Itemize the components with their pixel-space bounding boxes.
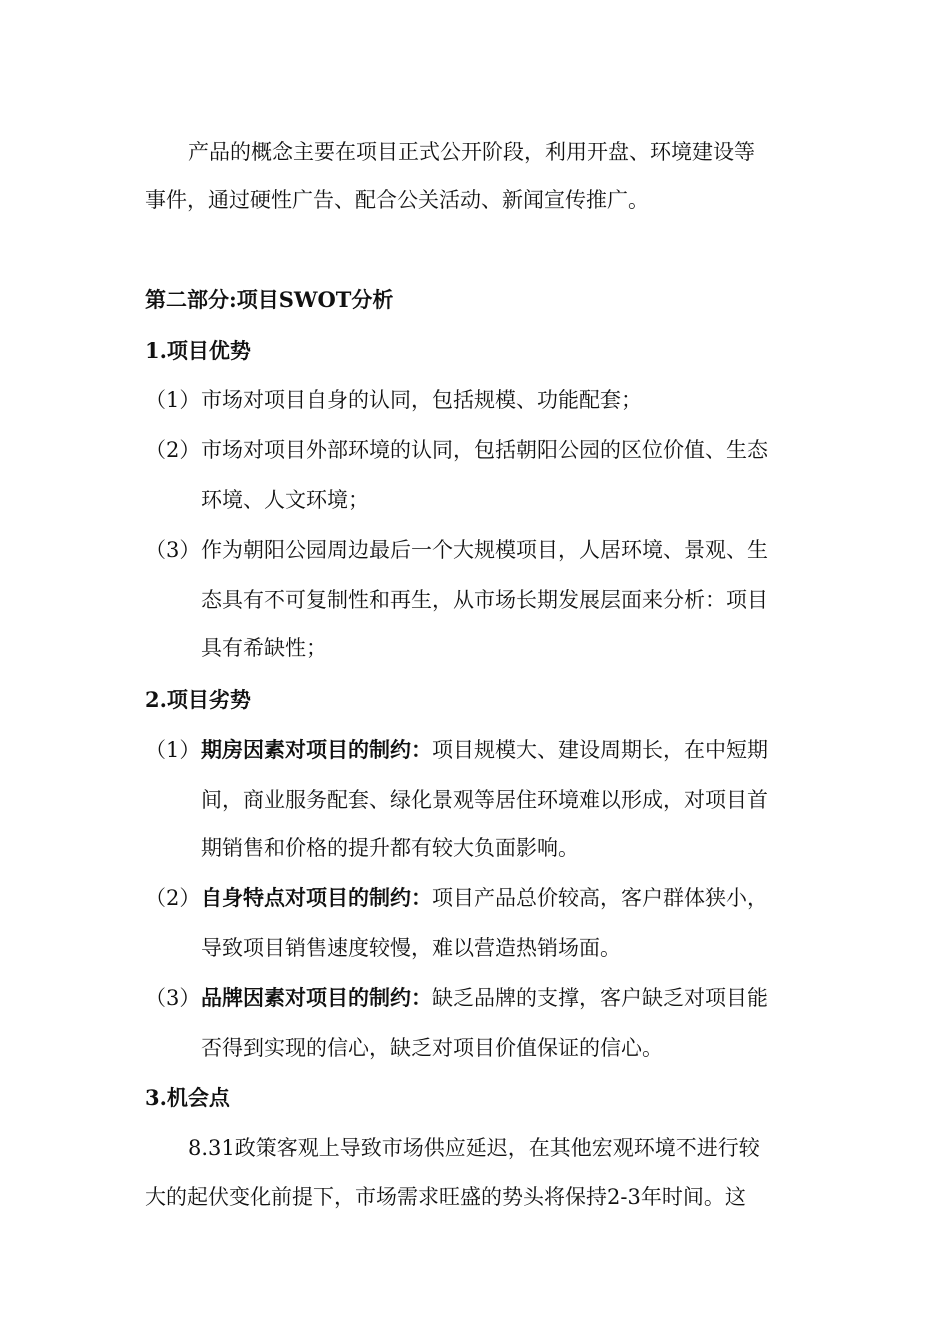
item-text: 缺乏品牌的支撑，客户缺乏对项目能 bbox=[432, 986, 768, 1010]
item-bold-lead: 自身特点对项目的制约： bbox=[201, 885, 432, 910]
strength-item-3 bbox=[145, 536, 768, 564]
item-number: （1） bbox=[145, 388, 201, 412]
weakness-item-1-cont-1: 间，商业服务配套、绿化景观等居住环境难以形成，对项目首 bbox=[201, 788, 768, 812]
item-bold-lead: 期房因素对项目的制约： bbox=[201, 737, 432, 762]
strengths-heading: 1.项目优势 bbox=[145, 338, 251, 363]
strength-item-2-cont: 环境、人文环境； bbox=[201, 488, 369, 512]
item-number: （2） bbox=[145, 438, 201, 462]
weakness-item-3-cont: 否得到实现的信心，缺乏对项目价值保证的信心。 bbox=[201, 1036, 663, 1060]
item-text: 市场对项目外部环境的认同，包括朝阳公园的区位价值、生态 bbox=[201, 438, 768, 462]
item-number: （1） bbox=[145, 738, 201, 762]
strength-item-3-cont-1: 态具有不可复制性和再生，从市场长期发展层面来分析：项目 bbox=[201, 588, 768, 612]
item-text: 作为朝阳公园周边最后一个大规模项目，人居环境、景观、生 bbox=[201, 538, 768, 562]
weakness-item-2 bbox=[145, 884, 768, 912]
opportunities-line-2: 大的起伏变化前提下，市场需求旺盛的势头将保持2-3年时间。这 bbox=[145, 1185, 746, 1209]
intro-line-2: 事件，通过硬性广告、配合公关活动、新闻宣传推广。 bbox=[145, 188, 649, 212]
weakness-item-2-cont: 导致项目销售速度较慢，难以营造热销场面。 bbox=[201, 936, 621, 960]
item-number: （3） bbox=[145, 538, 201, 562]
strength-item-1 bbox=[145, 386, 642, 414]
item-number: （2） bbox=[145, 886, 201, 910]
item-text: 项目规模大、建设周期长，在中短期 bbox=[432, 738, 768, 762]
item-bold-lead: 品牌因素对项目的制约： bbox=[201, 985, 432, 1010]
weakness-item-1 bbox=[145, 736, 768, 764]
strength-item-2 bbox=[145, 436, 768, 464]
weaknesses-heading: 2.项目劣势 bbox=[145, 687, 251, 712]
section-title: 第二部分:项目SWOT分析 bbox=[145, 287, 394, 312]
opportunities-line-1: 8.31政策客观上导致市场供应延迟，在其他宏观环境不进行较 bbox=[188, 1136, 760, 1160]
opportunities-heading: 3.机会点 bbox=[145, 1085, 230, 1110]
weakness-item-1-cont-2: 期销售和价格的提升都有较大负面影响。 bbox=[201, 836, 579, 860]
strength-item-3-cont-2: 具有希缺性； bbox=[201, 636, 327, 660]
item-text: 项目产品总价较高，客户群体狭小， bbox=[432, 886, 768, 910]
item-text: 市场对项目自身的认同，包括规模、功能配套； bbox=[201, 388, 642, 412]
intro-line-1: 产品的概念主要在项目正式公开阶段，利用开盘、环境建设等 bbox=[188, 140, 755, 164]
weakness-item-3 bbox=[145, 984, 768, 1012]
item-number: （3） bbox=[145, 986, 201, 1010]
